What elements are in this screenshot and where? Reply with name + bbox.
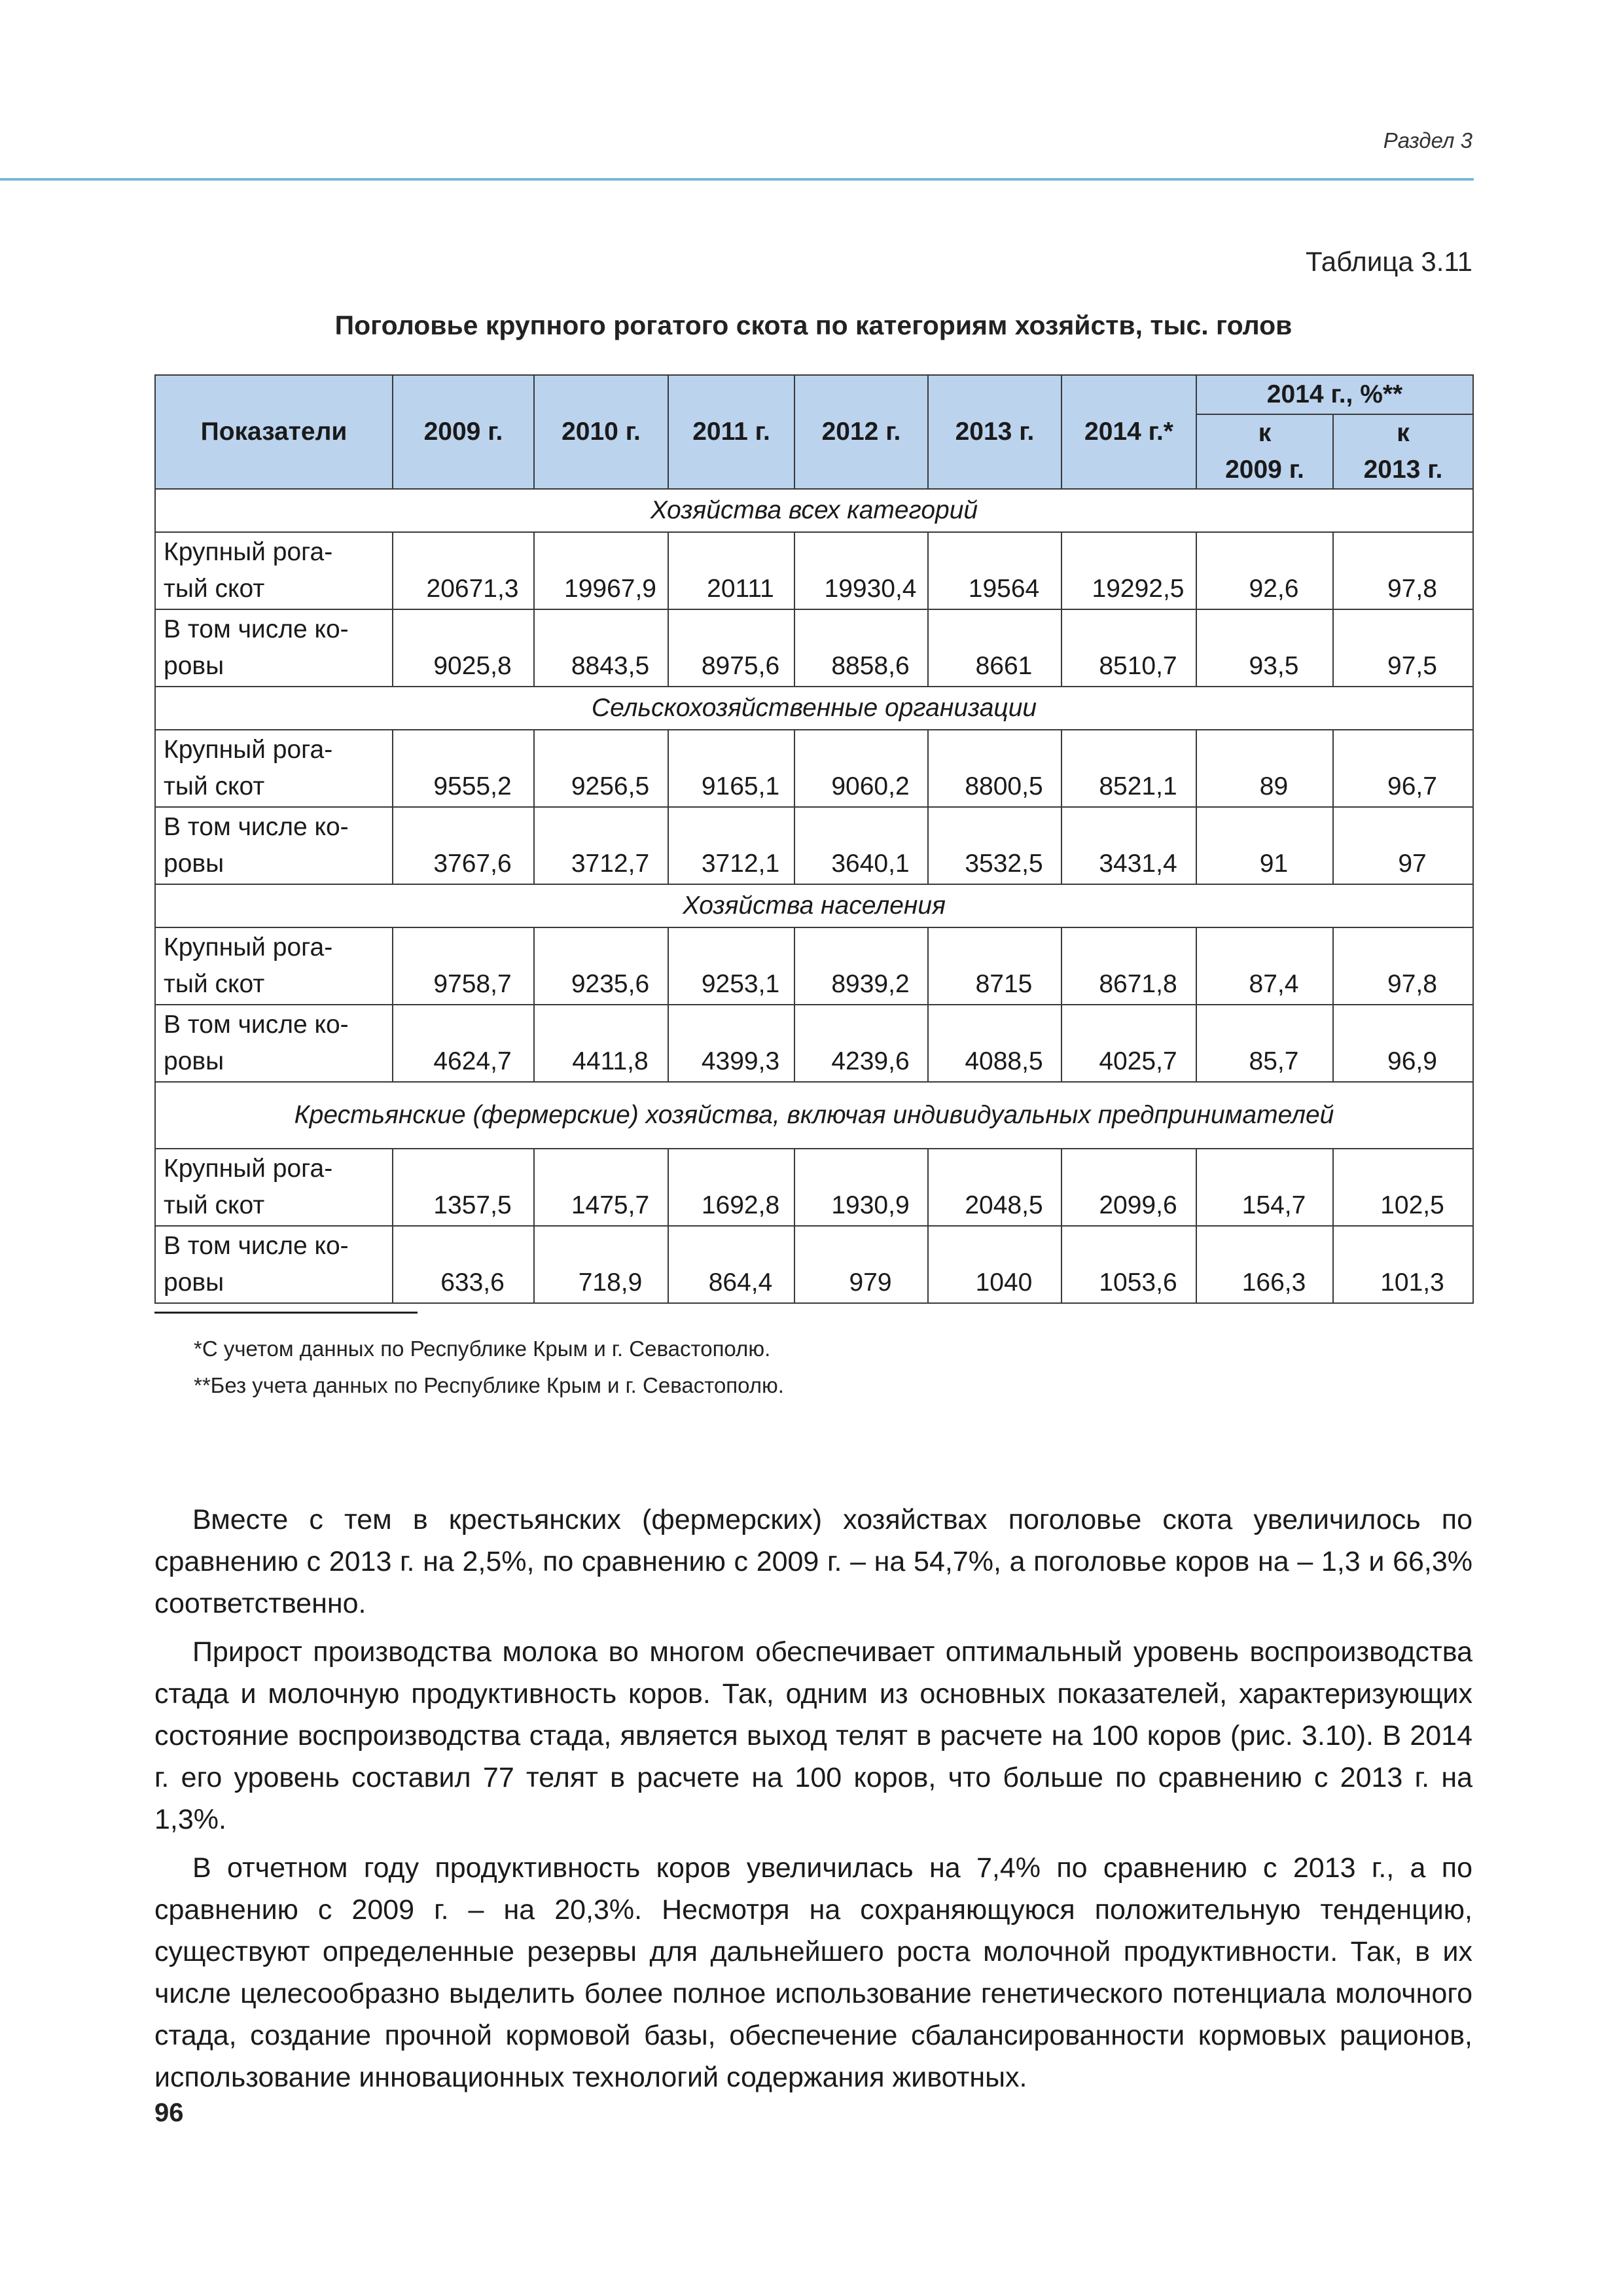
table-cell: 8521,1 bbox=[1061, 730, 1196, 807]
table-cell: 19292,5 bbox=[1061, 532, 1196, 609]
table-cell: 8510,7 bbox=[1061, 609, 1196, 687]
table-cell: 8715 bbox=[928, 927, 1061, 1005]
table-cell: 4239,6 bbox=[794, 1005, 928, 1082]
table-body bbox=[155, 489, 1473, 1303]
table-cell: 97,5 bbox=[1333, 609, 1473, 687]
table-cell: 101,3 bbox=[1333, 1226, 1473, 1303]
table-cell: 20111 bbox=[668, 532, 794, 609]
table-title: Поголовье крупного рогатого скота по категориям хозяйств, тыс. голов bbox=[334, 310, 1293, 340]
table-cell: 96,9 bbox=[1333, 1005, 1473, 1082]
table-cell: 96,7 bbox=[1333, 730, 1473, 807]
table-cell: 1930,9 bbox=[794, 1149, 928, 1226]
table-cell: 633,6 bbox=[393, 1226, 534, 1303]
section-row bbox=[155, 1082, 1473, 1149]
col-header-2013: 2013 г. bbox=[928, 375, 1061, 489]
table-row bbox=[155, 1149, 1473, 1226]
table-cell: 3712,1 bbox=[668, 807, 794, 884]
table-row bbox=[155, 532, 1473, 609]
table-cell: 9060,2 bbox=[794, 730, 928, 807]
table-row bbox=[155, 1005, 1473, 1082]
row-label-line2: ровы bbox=[164, 1047, 224, 1075]
section-title: Крестьянские (фермерские) хозяйства, включая индивидуальных предпринимателей bbox=[155, 1082, 1473, 1149]
row-label bbox=[155, 609, 393, 687]
table-cell: 8939,2 bbox=[794, 927, 928, 1005]
table-cell: 4624,7 bbox=[393, 1005, 534, 1082]
body-text bbox=[154, 1499, 1472, 2105]
table-cell: 8858,6 bbox=[794, 609, 928, 687]
table-cell: 3532,5 bbox=[928, 807, 1061, 884]
page-number: 96 bbox=[154, 2098, 184, 2127]
row-label bbox=[155, 807, 393, 884]
table-cell: 2048,5 bbox=[928, 1149, 1061, 1226]
col-header-2014: 2014 г.* bbox=[1061, 375, 1196, 489]
row-label-line1: В том числе ко- bbox=[164, 1232, 349, 1260]
table-label: Таблица 3.11 bbox=[1306, 246, 1472, 277]
table-cell: 1357,5 bbox=[393, 1149, 534, 1226]
table-cell: 19967,9 bbox=[534, 532, 668, 609]
row-label bbox=[155, 927, 393, 1005]
table-cell: 8975,6 bbox=[668, 609, 794, 687]
table-cell: 1475,7 bbox=[534, 1149, 668, 1226]
row-label-line1: В том числе ко- bbox=[164, 813, 349, 841]
table-cell: 9025,8 bbox=[393, 609, 534, 687]
row-label-line1: Крупный рога- bbox=[164, 538, 333, 566]
table-cell: 8800,5 bbox=[928, 730, 1061, 807]
col-header-indicator: Показатели bbox=[155, 375, 393, 489]
paragraph-1: Вместе с тем в крестьянских (фермерских) хозяйствах поголовье скота увеличилось по сравнению с 2013 г. на 2,5%, по сравнению с 2009 г. – на 54,7%, а поголовье коров на – 1,3 и 66,3% соответственно. bbox=[154, 1504, 1472, 1619]
row-label-line1: Крупный рога- bbox=[164, 736, 333, 764]
col-header-2011: 2011 г. bbox=[668, 375, 794, 489]
footnote-2: **Без учета данных по Республике Крым и г. Севастополю. bbox=[194, 1373, 784, 1397]
row-label bbox=[155, 1005, 393, 1082]
table-cell: 4399,3 bbox=[668, 1005, 794, 1082]
section-title: Сельскохозяйственные организации bbox=[155, 687, 1473, 730]
table-cell: 19564 bbox=[928, 532, 1061, 609]
table-cell: 166,3 bbox=[1196, 1226, 1333, 1303]
table-cell: 4025,7 bbox=[1061, 1005, 1196, 1082]
table-cell: 154,7 bbox=[1196, 1149, 1333, 1226]
row-label-line1: Крупный рога- bbox=[164, 1155, 333, 1183]
col-header-pct-2013 bbox=[1333, 414, 1473, 489]
table-cell: 97,8 bbox=[1333, 532, 1473, 609]
table-cell: 97 bbox=[1333, 807, 1473, 884]
table-cell: 2099,6 bbox=[1061, 1149, 1196, 1226]
running-head: Раздел 3 bbox=[1383, 128, 1472, 152]
table-cell: 97,8 bbox=[1333, 927, 1473, 1005]
table-cell: 3431,4 bbox=[1061, 807, 1196, 884]
table-cell: 979 bbox=[794, 1226, 928, 1303]
table-row bbox=[155, 730, 1473, 807]
table-cell: 4088,5 bbox=[928, 1005, 1061, 1082]
paragraph-3: В отчетном году продуктивность коров увеличилась на 7,4% по сравнению с 2013 г., а по сравнению с 2009 г. – на 20,3%. Несмотря на сохраняющуюся положительную тенденцию, существуют определенные резервы для дальнейшего роста молочной продуктивности. Так, в их числе целесообразно выделить более полное использование генетического потенциала молочного стада, создание прочной кормовой базы, обеспечение сбалансированности кормовых рационов, использование инновационных технологий содержания животных. bbox=[154, 1852, 1472, 2093]
table-cell: 8671,8 bbox=[1061, 927, 1196, 1005]
section-row bbox=[155, 687, 1473, 730]
section-title: Хозяйства населения bbox=[155, 884, 1473, 927]
table-cell: 93,5 bbox=[1196, 609, 1333, 687]
table-cell: 89 bbox=[1196, 730, 1333, 807]
table-cell: 3640,1 bbox=[794, 807, 928, 884]
col-header-pct-2013-line1: к bbox=[1397, 419, 1410, 447]
row-label-line2: ровы bbox=[164, 1268, 224, 1297]
col-header-pct-group: 2014 г., %** bbox=[1196, 375, 1473, 414]
table-cell: 9256,5 bbox=[534, 730, 668, 807]
table-cell: 102,5 bbox=[1333, 1149, 1473, 1226]
table-cell: 19930,4 bbox=[794, 532, 928, 609]
row-label-line1: В том числе ко- bbox=[164, 1011, 349, 1039]
table-row bbox=[155, 807, 1473, 884]
row-label-line1: В том числе ко- bbox=[164, 615, 349, 643]
paragraph-2: Прирост производства молока во многом обеспечивает оптимальный уровень воспроизводства стада и молочную продуктивность коров. Так, одним из основных показателей, характеризующих состояние воспроизводства стада, является выход телят в расчете на 100 коров (рис. 3.10). В 2014 г. его уровень составил 77 телят в расчете на 100 коров, что больше по сравнению с 2013 г. на 1,3%. bbox=[154, 1636, 1472, 1835]
table-row bbox=[155, 609, 1473, 687]
row-label-line2: тый скот bbox=[164, 772, 265, 800]
table-cell: 3712,7 bbox=[534, 807, 668, 884]
row-label-line1: Крупный рога- bbox=[164, 933, 333, 961]
table-cell: 9555,2 bbox=[393, 730, 534, 807]
table-row bbox=[155, 927, 1473, 1005]
table-cell: 8843,5 bbox=[534, 609, 668, 687]
row-label bbox=[155, 532, 393, 609]
livestock-table bbox=[154, 374, 1474, 1304]
table-cell: 1040 bbox=[928, 1226, 1061, 1303]
col-header-pct-2009-line2: 2009 г. bbox=[1225, 456, 1304, 484]
footnote-rule bbox=[154, 1312, 418, 1314]
section-title: Хозяйства всех категорий bbox=[155, 489, 1473, 532]
table-cell: 87,4 bbox=[1196, 927, 1333, 1005]
table-cell: 1053,6 bbox=[1061, 1226, 1196, 1303]
table-cell: 9165,1 bbox=[668, 730, 794, 807]
table-cell: 91 bbox=[1196, 807, 1333, 884]
col-header-2012: 2012 г. bbox=[794, 375, 928, 489]
row-label-line2: ровы bbox=[164, 652, 224, 680]
row-label-line2: тый скот bbox=[164, 970, 265, 998]
col-header-pct-2009 bbox=[1196, 414, 1333, 489]
table-cell: 9253,1 bbox=[668, 927, 794, 1005]
table-cell: 1692,8 bbox=[668, 1149, 794, 1226]
table-cell: 3767,6 bbox=[393, 807, 534, 884]
row-label bbox=[155, 1149, 393, 1226]
row-label bbox=[155, 1226, 393, 1303]
col-header-pct-2009-line1: к bbox=[1258, 419, 1272, 447]
table-cell: 85,7 bbox=[1196, 1005, 1333, 1082]
row-label-line2: тый скот bbox=[164, 1191, 265, 1219]
section-row bbox=[155, 489, 1473, 532]
table-cell: 92,6 bbox=[1196, 532, 1333, 609]
col-header-2009: 2009 г. bbox=[393, 375, 534, 489]
table-cell: 8661 bbox=[928, 609, 1061, 687]
table-cell: 9235,6 bbox=[534, 927, 668, 1005]
col-header-pct-2013-line2: 2013 г. bbox=[1363, 456, 1443, 484]
row-label bbox=[155, 730, 393, 807]
row-label-line2: ровы bbox=[164, 850, 224, 878]
table-cell: 9758,7 bbox=[393, 927, 534, 1005]
section-row bbox=[155, 884, 1473, 927]
table-cell: 718,9 bbox=[534, 1226, 668, 1303]
table-cell: 4411,8 bbox=[534, 1005, 668, 1082]
table-row bbox=[155, 1226, 1473, 1303]
footnote-1: *С учетом данных по Республике Крым и г. Севастополю. bbox=[194, 1336, 771, 1361]
col-header-2010: 2010 г. bbox=[534, 375, 668, 489]
table-cell: 864,4 bbox=[668, 1226, 794, 1303]
row-label-line2: тый скот bbox=[164, 575, 265, 603]
header-rule bbox=[0, 178, 1474, 181]
table-cell: 20671,3 bbox=[393, 532, 534, 609]
